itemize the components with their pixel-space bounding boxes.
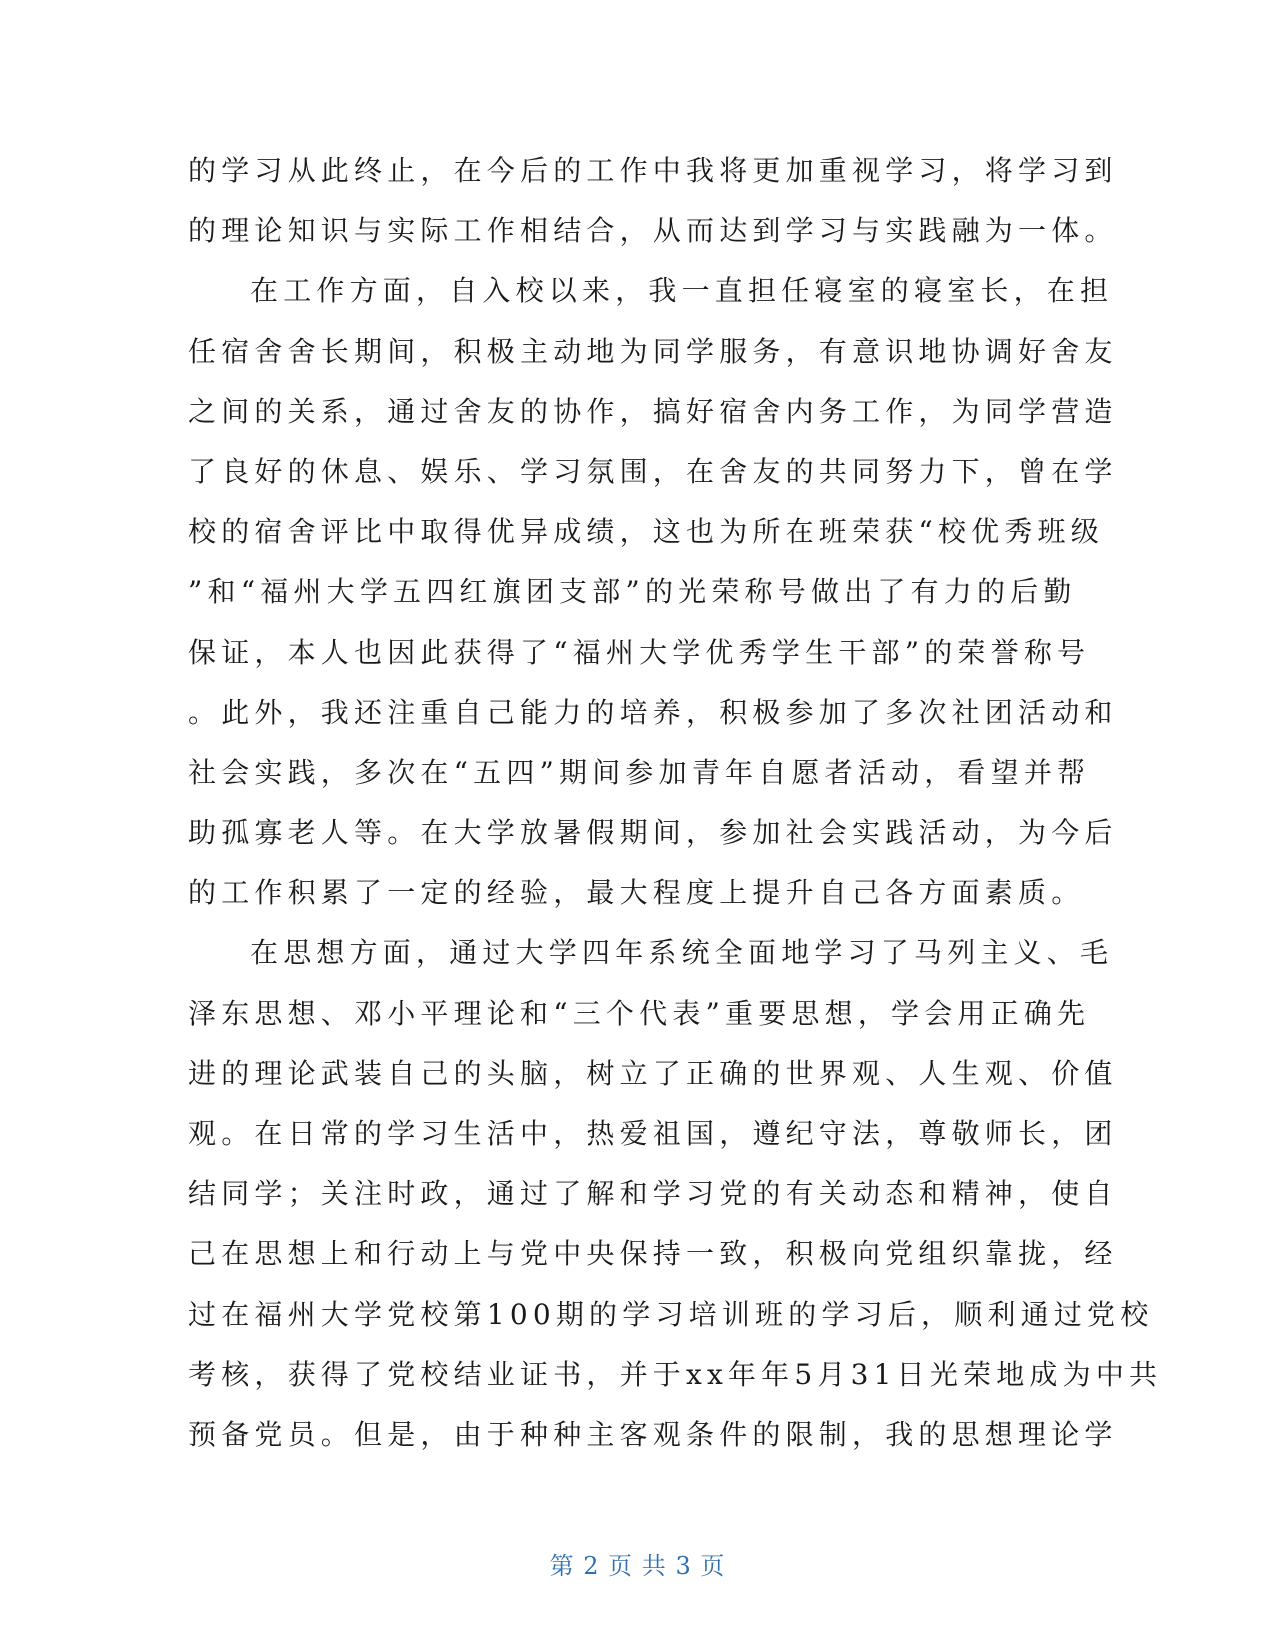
text-line: 考核，获得了党校结业证书，并于xx年年5月31日光荣地成为中共 xyxy=(188,1357,1163,1391)
text-line: ”和“福州大学五四红旗团支部”的光荣称号做出了有力的后勤 xyxy=(188,575,1077,609)
text-line: 。此外，我还注重自己能力的培养，积极参加了多次社团活动和 xyxy=(188,695,1118,729)
text-line: 之间的关系，通过舍友的协作，搞好宿舍内务工作，为同学营造 xyxy=(188,394,1118,428)
text-line: 了良好的休息、娱乐、学习氛围，在舍友的共同努力下，曾在学 xyxy=(188,454,1118,488)
footer-prefix: 第 xyxy=(549,1552,575,1580)
text-line: 在思想方面，通过大学四年系统全面地学习了马列主义、毛 xyxy=(250,936,1114,970)
document-body xyxy=(188,141,1163,1465)
text-line: 结同学；关注时政，通过了解和学习党的有关动态和精神，使自 xyxy=(188,1177,1118,1211)
text-line: 进的理论武装自己的头脑，树立了正确的世界观、人生观、价值 xyxy=(188,1056,1118,1090)
page-footer xyxy=(0,1546,1275,1581)
text-line: 预备党员。但是，由于种种主客观条件的限制，我的思想理论学 xyxy=(188,1417,1118,1451)
text-line: 泽东思想、邓小平理论和“三个代表”重要思想，学会用正确先 xyxy=(188,996,1091,1030)
text-line: 任宿舍舍长期间，积极主动地为同学服务，有意识地协调好舍友 xyxy=(188,334,1118,368)
text-line: 助孤寡老人等。在大学放暑假期间，参加社会实践活动，为今后 xyxy=(188,816,1118,850)
text-line: 的学习从此终止，在今后的工作中我将更加重视学习，将学习到 xyxy=(188,154,1118,187)
text-line: 的工作积累了一定的经验，最大程度上提升自己各方面素质。 xyxy=(188,876,1085,910)
text-line: 的理论知识与实际工作相结合，从而达到学习与实践融为一体。 xyxy=(188,214,1118,248)
text-line: 校的宿舍评比中取得优异成绩，这也为所在班荣获“校优秀班级 xyxy=(188,515,1104,549)
text-line: 保证，本人也因此获得了“福州大学优秀学生干部”的荣誉称号 xyxy=(188,635,1091,669)
text-line: 己在思想上和行动上与党中央保持一致，积极向党组织靠拢，经 xyxy=(188,1237,1118,1271)
footer-total-pages: 3 xyxy=(675,1552,692,1580)
text-line: 社会实践，多次在“五四”期间参加青年自愿者活动，看望并帮 xyxy=(188,755,1091,789)
footer-suffix: 页 xyxy=(700,1552,726,1580)
footer-middle: 页 共 xyxy=(608,1552,667,1580)
footer-current-page: 2 xyxy=(583,1552,600,1580)
text-line: 过在福州大学党校第100期的学习培训班的学习后，顺利通过党校 xyxy=(188,1297,1154,1331)
text-line: 观。在日常的学习生活中，热爱祖国，遵纪守法，尊敬师长，团 xyxy=(188,1117,1118,1150)
text-line: 在工作方面，自入校以来，我一直担任寝室的寝室长，在担 xyxy=(250,274,1114,308)
